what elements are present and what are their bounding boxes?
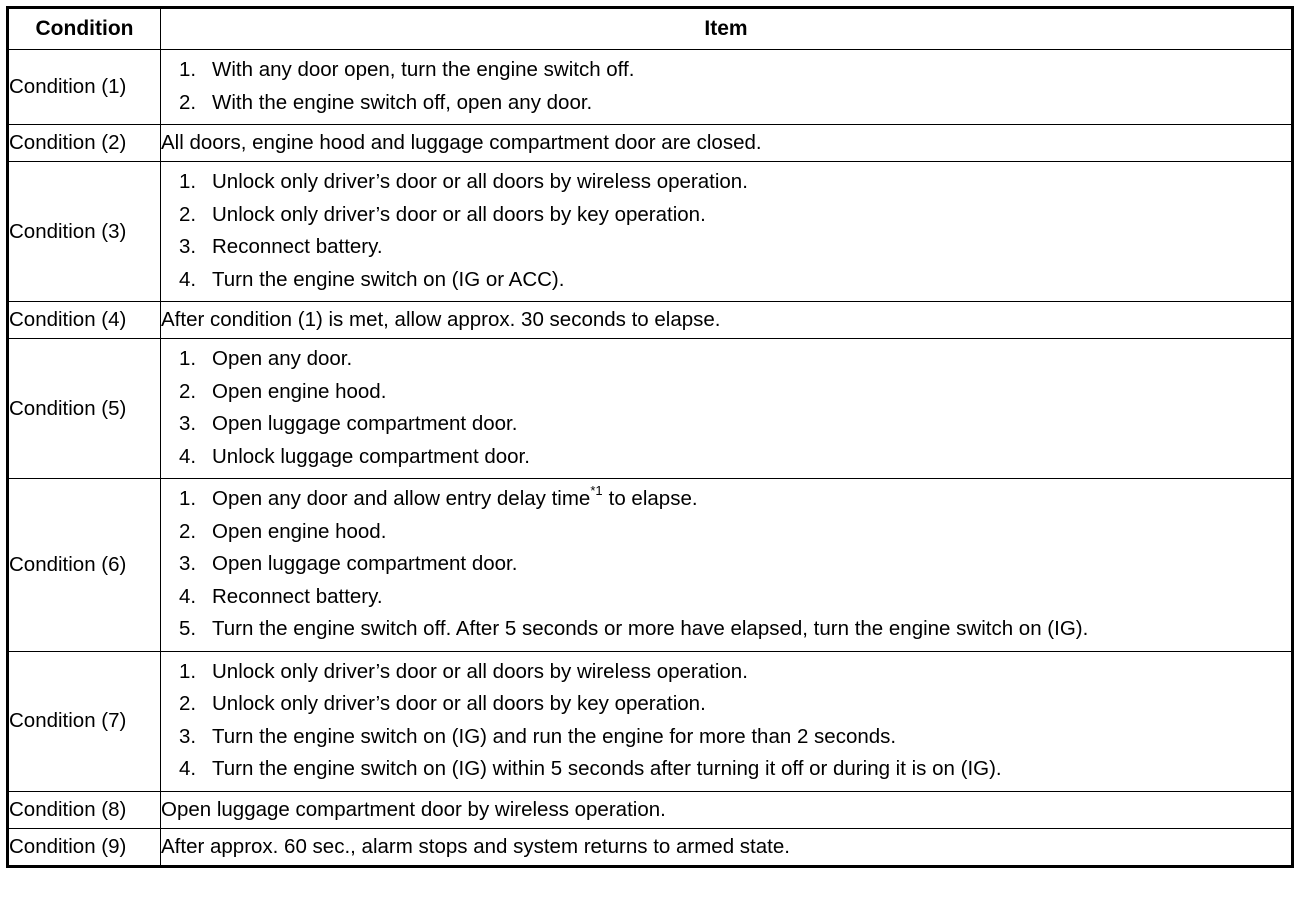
step-number: 2. bbox=[179, 519, 197, 543]
list-item bbox=[179, 688, 1291, 721]
footnote-marker: *1 bbox=[590, 483, 603, 499]
item-cell bbox=[161, 162, 1293, 302]
step-list bbox=[161, 652, 1291, 791]
item-cell bbox=[161, 125, 1293, 162]
table-body bbox=[8, 50, 1293, 867]
header-row bbox=[8, 8, 1293, 50]
condition-label: Condition (7) bbox=[8, 651, 161, 791]
condition-label: Condition (2) bbox=[8, 125, 161, 162]
condition-label: Condition (1) bbox=[8, 50, 161, 125]
list-item bbox=[179, 343, 1291, 376]
step-number: 3. bbox=[179, 235, 197, 258]
step-text: Open engine hood. bbox=[212, 519, 387, 543]
step-text: Open engine hood. bbox=[212, 379, 387, 403]
list-item bbox=[179, 516, 1291, 549]
table-row bbox=[8, 162, 1293, 302]
step-number: 4. bbox=[179, 444, 197, 468]
list-item bbox=[179, 753, 1291, 786]
step-text: Turn the engine switch on (IG) and run the engine for more than 2 seconds. bbox=[212, 724, 897, 748]
table-row bbox=[8, 302, 1293, 339]
step-text: Unlock luggage compartment door. bbox=[212, 444, 530, 468]
step-list bbox=[161, 50, 1291, 124]
item-cell bbox=[161, 50, 1293, 125]
step-number: 2. bbox=[179, 202, 197, 226]
step-number: 2. bbox=[179, 90, 197, 114]
item-cell bbox=[161, 479, 1293, 652]
step-text: Unlock only driver’s door or all doors by wireless operation. bbox=[212, 170, 748, 193]
step-list bbox=[161, 162, 1291, 301]
list-item bbox=[179, 581, 1291, 614]
step-number: 1. bbox=[179, 487, 197, 510]
condition-label: Condition (3) bbox=[8, 162, 161, 302]
step-number: 1. bbox=[179, 170, 197, 193]
step-number: 1. bbox=[179, 347, 197, 370]
item-text: Open luggage compartment door by wireless operation. bbox=[161, 797, 666, 821]
step-number: 1. bbox=[179, 58, 197, 81]
condition-label: Condition (8) bbox=[8, 791, 161, 828]
table-row bbox=[8, 828, 1293, 866]
list-item bbox=[179, 376, 1291, 409]
list-item bbox=[179, 721, 1291, 754]
step-text: Unlock only driver’s door or all doors by key operation. bbox=[212, 692, 706, 715]
condition-table bbox=[6, 6, 1294, 868]
list-item bbox=[179, 613, 1291, 646]
step-text: Turn the engine switch off. After 5 seconds or more have elapsed, turn the engine switch on (IG). bbox=[212, 617, 1089, 640]
table-row bbox=[8, 791, 1293, 828]
step-number: 2. bbox=[179, 379, 197, 403]
table-row bbox=[8, 339, 1293, 479]
list-item bbox=[179, 656, 1291, 689]
list-item bbox=[179, 199, 1291, 232]
table-row bbox=[8, 125, 1293, 162]
header-item: Item bbox=[161, 8, 1293, 50]
table-row bbox=[8, 50, 1293, 125]
list-item bbox=[179, 441, 1291, 474]
list-item bbox=[179, 483, 1291, 516]
list-item bbox=[179, 166, 1291, 199]
list-item bbox=[179, 231, 1291, 264]
item-cell bbox=[161, 828, 1293, 866]
step-number: 5. bbox=[179, 617, 197, 640]
step-text: Reconnect battery. bbox=[212, 584, 383, 608]
condition-label: Condition (6) bbox=[8, 479, 161, 652]
item-text: All doors, engine hood and luggage compartment door are closed. bbox=[161, 131, 762, 154]
list-item bbox=[179, 54, 1291, 87]
step-text: Reconnect battery. bbox=[212, 235, 383, 258]
item-cell bbox=[161, 339, 1293, 479]
step-text-continued: to elapse. bbox=[608, 487, 698, 510]
step-number: 1. bbox=[179, 659, 197, 683]
step-number: 4. bbox=[179, 757, 197, 780]
list-item bbox=[179, 264, 1291, 297]
item-cell bbox=[161, 791, 1293, 828]
step-text: With any door open, turn the engine switch off. bbox=[212, 58, 635, 81]
step-number: 3. bbox=[179, 412, 197, 435]
step-list bbox=[161, 339, 1291, 478]
item-cell bbox=[161, 651, 1293, 791]
list-item bbox=[179, 408, 1291, 441]
step-text: Open luggage compartment door. bbox=[212, 552, 518, 575]
item-text: After condition (1) is met, allow approx. 30 seconds to elapse. bbox=[161, 308, 721, 331]
condition-label: Condition (9) bbox=[8, 828, 161, 866]
list-item bbox=[179, 87, 1291, 120]
condition-label: Condition (5) bbox=[8, 339, 161, 479]
step-text: With the engine switch off, open any door. bbox=[212, 90, 593, 114]
item-cell bbox=[161, 302, 1293, 339]
step-number: 3. bbox=[179, 724, 197, 748]
step-text: Unlock only driver’s door or all doors by wireless operation. bbox=[212, 659, 748, 683]
table-row bbox=[8, 651, 1293, 791]
step-text: Turn the engine switch on (IG) within 5 seconds after turning it off or during it is on (IG). bbox=[212, 757, 1002, 780]
step-number: 2. bbox=[179, 692, 197, 715]
step-text: Open any door and allow entry delay time bbox=[212, 487, 591, 510]
step-text: Open luggage compartment door. bbox=[212, 412, 518, 435]
step-text: Open any door. bbox=[212, 347, 353, 370]
step-number: 4. bbox=[179, 584, 197, 608]
condition-label: Condition (4) bbox=[8, 302, 161, 339]
header-condition: Condition bbox=[8, 8, 161, 50]
step-number: 3. bbox=[179, 552, 197, 575]
item-text: After approx. 60 sec., alarm stops and system returns to armed state. bbox=[161, 834, 790, 858]
step-text: Unlock only driver’s door or all doors by key operation. bbox=[212, 202, 706, 226]
list-item bbox=[179, 548, 1291, 581]
step-number: 4. bbox=[179, 267, 197, 291]
step-list bbox=[161, 479, 1291, 651]
table-row bbox=[8, 479, 1293, 652]
step-text: Turn the engine switch on (IG or ACC). bbox=[212, 267, 565, 291]
